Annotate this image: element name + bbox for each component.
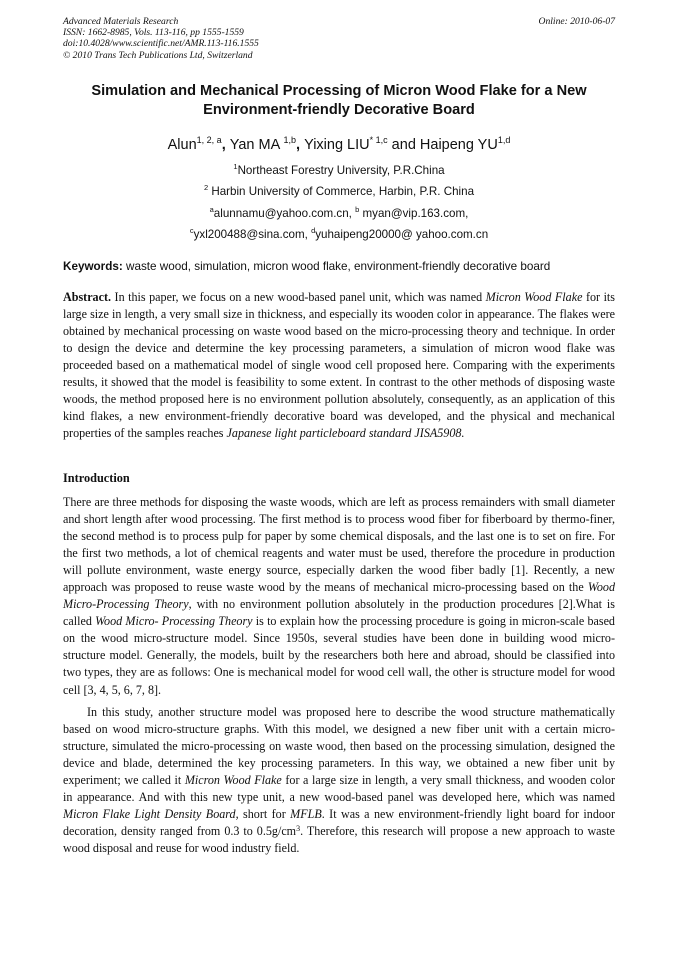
journal-name: Advanced Materials Research: [63, 16, 179, 27]
author-name: Haipeng YU: [419, 137, 498, 153]
body-text: There are three methods for disposing the waste woods, which are left as process remainders with small diameter and short length after wood processing. The first method is to process wood fiber for fiberboard by thermo-finer, the second method is to process pulp for paper by some chemical disposals, and the last one is to set on fire. For the first two methods, a lot of chemical reagents and water must be used, therefore the procedure in production will pollute environment, waste energy source, especially darken the wood fiber badly [1]. Recently, a new approach was proposed to reuse waste wood by the means of mechanical micro-processing based on the: [63, 495, 615, 595]
author-affil-marker: 1,b: [283, 135, 297, 145]
affil-marker: 1: [233, 162, 238, 171]
email-line-1: [63, 203, 615, 221]
email-marker: c: [189, 226, 194, 235]
author-affil-marker: 1,d: [497, 135, 511, 145]
body-text: . It was a new environment-friendly light board for indoor decoration, density ranged from 0.3 to 0.5g/cm: [63, 807, 615, 839]
abstract-label: Abstract.: [63, 290, 112, 304]
body-text: . Therefore, this research will propose a new approach to waste wood disposal and reuse for wood industry field.: [63, 824, 615, 856]
email-marker: b: [355, 205, 360, 214]
online-date: Online: 2010-06-07: [538, 16, 615, 27]
author-affil-marker: 1, 2, a: [196, 135, 222, 145]
email-text: alunnamu@yahoo.com.cn,: [213, 207, 356, 220]
author-name: Alun: [167, 137, 197, 153]
author-separator: and: [387, 137, 420, 153]
body-emphasis: Micron Wood Flake: [184, 773, 282, 788]
author-separator: ,: [296, 137, 305, 153]
keywords-label: Keywords:: [63, 260, 123, 273]
doi-line: doi:10.4028/www.scientific.net/AMR.113-116.1555: [63, 38, 259, 50]
body-text: for a large size in length, a very small thickness, and wooden color in appearance. And with this new type unit, a new wood-based panel was developed here, which was named: [63, 773, 615, 805]
affil-text: Northeast Forestry University, P.R.China: [237, 164, 445, 177]
email-marker: a: [209, 205, 214, 214]
copyright-line: © 2010 Trans Tech Publications Ltd, Switzerland: [63, 49, 253, 61]
body-emphasis: Wood Micro-Processing Theory: [63, 580, 615, 612]
abstract-emphasis: Japanese light particleboard standard JISA5908.: [226, 426, 465, 441]
section-heading-introduction: Introduction: [63, 471, 130, 485]
keywords: [63, 260, 615, 274]
affiliation-1: [63, 160, 615, 178]
body-text: In this study, another structure model was proposed here to describe the wood structure mathematically based on wood micro-structure graphs. With this model, we designed a new fiber unit with a certain micro-structure, simulated the micro-processing on waste wood, then based on the processing simulation, designed the device and blade, determined the key processing parameters. In this way, we obtained a new fiber unit by experiment; we called it: [63, 705, 615, 788]
affil-marker: 2: [203, 183, 209, 192]
email-text: myan@vip.163.com,: [359, 207, 469, 220]
email-marker: d: [311, 226, 316, 235]
body-emphasis: Micron Flake Light Density Board,: [63, 807, 239, 822]
email-text: yuhaipeng20000@ yahoo.com.cn: [315, 228, 489, 241]
author-list: [63, 131, 615, 154]
body-emphasis: Wood Micro- Processing Theory: [95, 614, 253, 629]
abstract-emphasis: Micron Wood Flake: [485, 290, 583, 304]
affiliation-2: [63, 181, 615, 199]
paper-title: Simulation and Mechanical Processing of Micron Wood Flake for a New Environment-friendly Decorative Board: [91, 83, 587, 118]
body-text: is to explain how the processing procedure is going in micron-scale based on the wood micro-structure model. Since 1950s, several studies have been done in building wood micro-structure model. Generally, the models, built by the researchers both here and abroad, should be classified into two types, they are as follows: One is mechanical model for wood cell wall, the other is structure model for wood cell [3, 4, 5, 6, 7, 8].: [63, 614, 615, 697]
author-name: Yan MA: [229, 137, 284, 153]
affil-text: Harbin University of Commerce, Harbin, P.R. China: [208, 185, 475, 198]
abstract-text: In this paper, we focus on a new wood-based panel unit, which was named: [111, 290, 486, 304]
issn-line: ISSN: 1662-8985, Vols. 113-116, pp 1555-1559: [63, 27, 244, 39]
author-separator: ,: [221, 137, 230, 153]
journal-header: [63, 16, 259, 61]
body-text: , with no environment pollution absolutely in the production procedures [2].What is called: [63, 597, 615, 629]
keywords-text: waste wood, simulation, micron wood flake, environment-friendly decorative board: [122, 260, 551, 273]
abstract-text: for its large size in length, a very small size in thickness, and especially its wooden color in appearance. The flakes were obtained by mechanical processing on waste wood based on the micro-processing theory and technique. In order to design the device and determine the key processing parameters, a simulation of micron wood flake was proceeded based on a mathematical model of single wood cell proposed here. Comparing with the experiments results, it showed that the model is feasibility to some extent. In contrast to the other methods of disposing waste woods, the method proposed here is no environment pollution absolutely, consequently, as an application of this kind flakes, a new environment-friendly decorative board was developed, and the physical and mechanical properties of the samples reaches: [63, 290, 615, 441]
abstract: [63, 289, 615, 442]
intro-paragraph-2: [63, 704, 615, 857]
author-name: Yixing LIU: [304, 137, 370, 153]
unit-superscript: 3: [296, 824, 301, 834]
email-line-2: [63, 224, 615, 242]
body-emphasis: MFLB: [290, 807, 322, 822]
email-text: yxl200488@sina.com,: [193, 228, 312, 241]
body-text: short for: [238, 807, 291, 822]
intro-paragraph-1: [63, 494, 615, 699]
author-affil-marker: * 1,c: [369, 135, 388, 145]
